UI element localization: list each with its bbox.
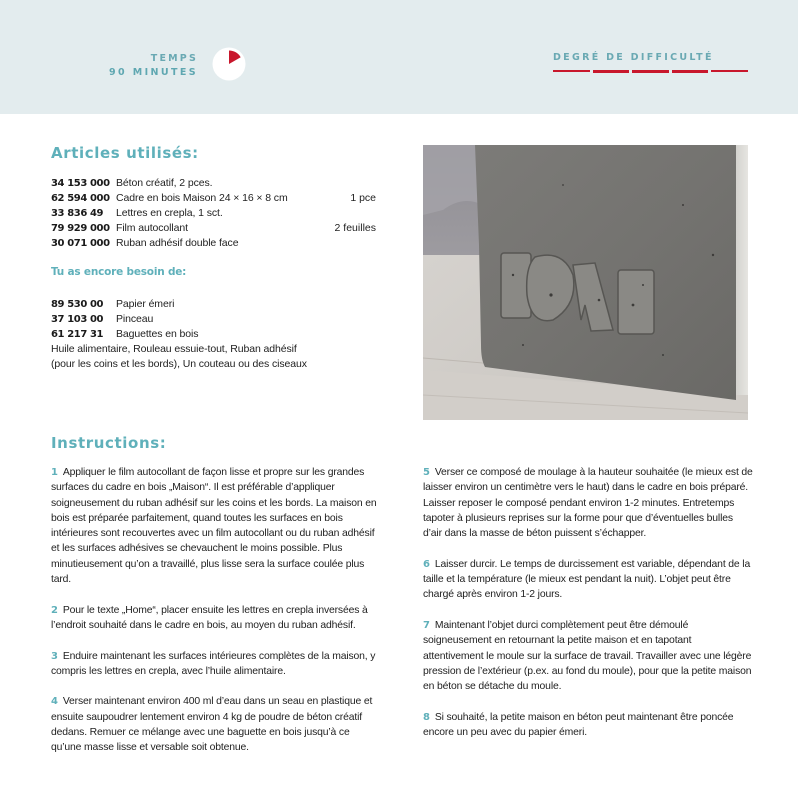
articles-title: Articles utilisés: bbox=[51, 144, 199, 162]
difficulty-block bbox=[553, 52, 748, 73]
instruction-step bbox=[423, 557, 753, 603]
article-number: 89 530 00 bbox=[51, 299, 104, 310]
article-number: 30 071 000 bbox=[51, 238, 110, 249]
article-row bbox=[51, 327, 376, 342]
difficulty-segment bbox=[632, 70, 669, 73]
also-needed-list bbox=[51, 297, 376, 372]
article-row bbox=[51, 176, 376, 191]
instruction-step bbox=[423, 465, 753, 541]
difficulty-segment bbox=[672, 70, 709, 73]
time-value: 90 MINUTES bbox=[109, 67, 198, 78]
step-text: Pour le texte „Home“, placer ensuite les lettres en crepla inversées à l’endroit souhaité dans le cadre en bois, au moyen du ruban adhésif. bbox=[51, 604, 368, 631]
article-row bbox=[51, 191, 376, 206]
step-text: Verser ce composé de moulage à la hauteur souhaitée (le mieux est de laisser environ un centimètre vers le haut) dans le cadre en bois préparé. Laisser reposer le composé pendant environ 1-2 minutes. Entretemps tapoter à plusieurs reprises sur la forme pour que d’éventuelles bulles d’air dans la masse de béton puissent s’échapper. bbox=[423, 467, 753, 540]
time-block bbox=[109, 52, 198, 80]
step-number: 7 bbox=[423, 619, 430, 631]
instruction-step bbox=[423, 618, 753, 694]
instructions-column-left bbox=[51, 465, 381, 771]
step-text: Appliquer le film autocollant de façon lisse et propre sur les grandes surfaces du cadre en bois „Maison“. Il est préférable d’appliquer soigneusement du ruban adhésif sur les coins et les bords. La maison en bois est préparée parfaitement, quand toutes les surfaces en bois intérieures sont recouvertes avec un film autocollant ou du ruban adhésif et les surfaces adhésives se chevauchent le moins possible. Plus minutieusement qu’on a travaillé, plus lisse sera la surface coulée plus tard. bbox=[51, 467, 377, 586]
time-label: TEMPS bbox=[150, 53, 198, 64]
article-number: 79 929 000 bbox=[51, 223, 110, 234]
article-number: 37 103 00 bbox=[51, 314, 104, 325]
extra-supplies-line: Huile alimentaire, Rouleau essuie-tout, Ruban adhésif bbox=[51, 343, 297, 355]
step-text: Laisser durcir. Le temps de durcissement est variable, dépendant de la taille et la température (le mieux est pendant la nuit). L’objet peut être chargé après environ 1-2 jours. bbox=[423, 558, 751, 601]
article-number: 62 594 000 bbox=[51, 193, 110, 204]
article-row bbox=[51, 297, 376, 312]
difficulty-label: DEGRÉ DE DIFFICULTÉ bbox=[553, 52, 714, 63]
instruction-step bbox=[51, 465, 381, 587]
step-number: 6 bbox=[423, 558, 430, 570]
article-quantity: 2 feuilles bbox=[334, 222, 376, 234]
instruction-step bbox=[51, 603, 381, 634]
step-number: 3 bbox=[51, 650, 58, 662]
instructions-title: Instructions: bbox=[51, 434, 167, 452]
difficulty-meter bbox=[553, 69, 748, 73]
step-text: Maintenant l’objet durci complètement peut être démoulé soigneusement en retournant la petite maison et en tapotant attentivement le moule sur la surface de travail. Travailler avec une légère pression de l’extérieur (p.ex. au fond du moule), pour que la petite maison en béton se détache du moule. bbox=[423, 619, 752, 693]
article-description: Lettres en crepla, 1 sct. bbox=[116, 207, 223, 219]
also-needed-title: Tu as encore besoin de: bbox=[51, 266, 187, 278]
step-text: Si souhaité, la petite maison en béton peut maintenant être poncée encore un peu avec du papier émeri. bbox=[423, 711, 734, 739]
article-number: 61 217 31 bbox=[51, 329, 104, 340]
step-number: 8 bbox=[423, 711, 430, 723]
step-number: 2 bbox=[51, 604, 58, 616]
difficulty-segment bbox=[553, 70, 590, 72]
article-description: Papier émeri bbox=[116, 298, 175, 310]
article-description: Baguettes en bois bbox=[116, 328, 199, 340]
article-number: 33 836 49 bbox=[51, 208, 104, 219]
header-band bbox=[0, 0, 798, 114]
step-number: 5 bbox=[423, 467, 430, 478]
article-quantity: 1 pce bbox=[350, 192, 376, 204]
clock-pie-icon bbox=[212, 47, 246, 81]
article-row bbox=[51, 206, 376, 221]
step-number: 1 bbox=[51, 467, 58, 478]
article-description: Pinceau bbox=[116, 313, 154, 325]
articles-list bbox=[51, 176, 376, 251]
step-text: Verser maintenant environ 400 ml d’eau dans un seau en plastique et ensuite saupoudrer lentement environ 4 kg de poudre de béton créatif dedans. Remuer ce mélange avec une baguette en bois jusqu’à ce qu’une masse lisse et versable soit obtenue. bbox=[51, 696, 373, 754]
concrete-house-photo bbox=[423, 145, 748, 420]
article-description: Ruban adhésif double face bbox=[116, 237, 239, 249]
article-description: Béton créatif, 2 pces. bbox=[116, 177, 213, 189]
article-description: Film autocollant bbox=[116, 222, 188, 234]
instruction-step bbox=[51, 649, 381, 680]
article-description: Cadre en bois Maison 24 × 16 × 8 cm bbox=[116, 192, 288, 204]
difficulty-segment bbox=[711, 70, 748, 72]
extra-supplies-line: (pour les coins et les bords), Un couteau ou des ciseaux bbox=[51, 358, 307, 370]
step-number: 4 bbox=[51, 696, 58, 708]
article-number: 34 153 000 bbox=[51, 178, 110, 189]
article-row bbox=[51, 312, 376, 327]
step-text: Enduire maintenant les surfaces intérieures complètes de la maison, y compris les lettres en crepla, avec l’huile alimentaire. bbox=[51, 650, 376, 677]
instruction-step bbox=[423, 710, 753, 741]
article-row bbox=[51, 236, 376, 251]
instructions-column-right bbox=[423, 465, 753, 756]
instruction-step bbox=[51, 694, 381, 755]
difficulty-segment bbox=[593, 70, 630, 73]
article-row bbox=[51, 221, 376, 236]
photo-illustration bbox=[423, 145, 748, 420]
